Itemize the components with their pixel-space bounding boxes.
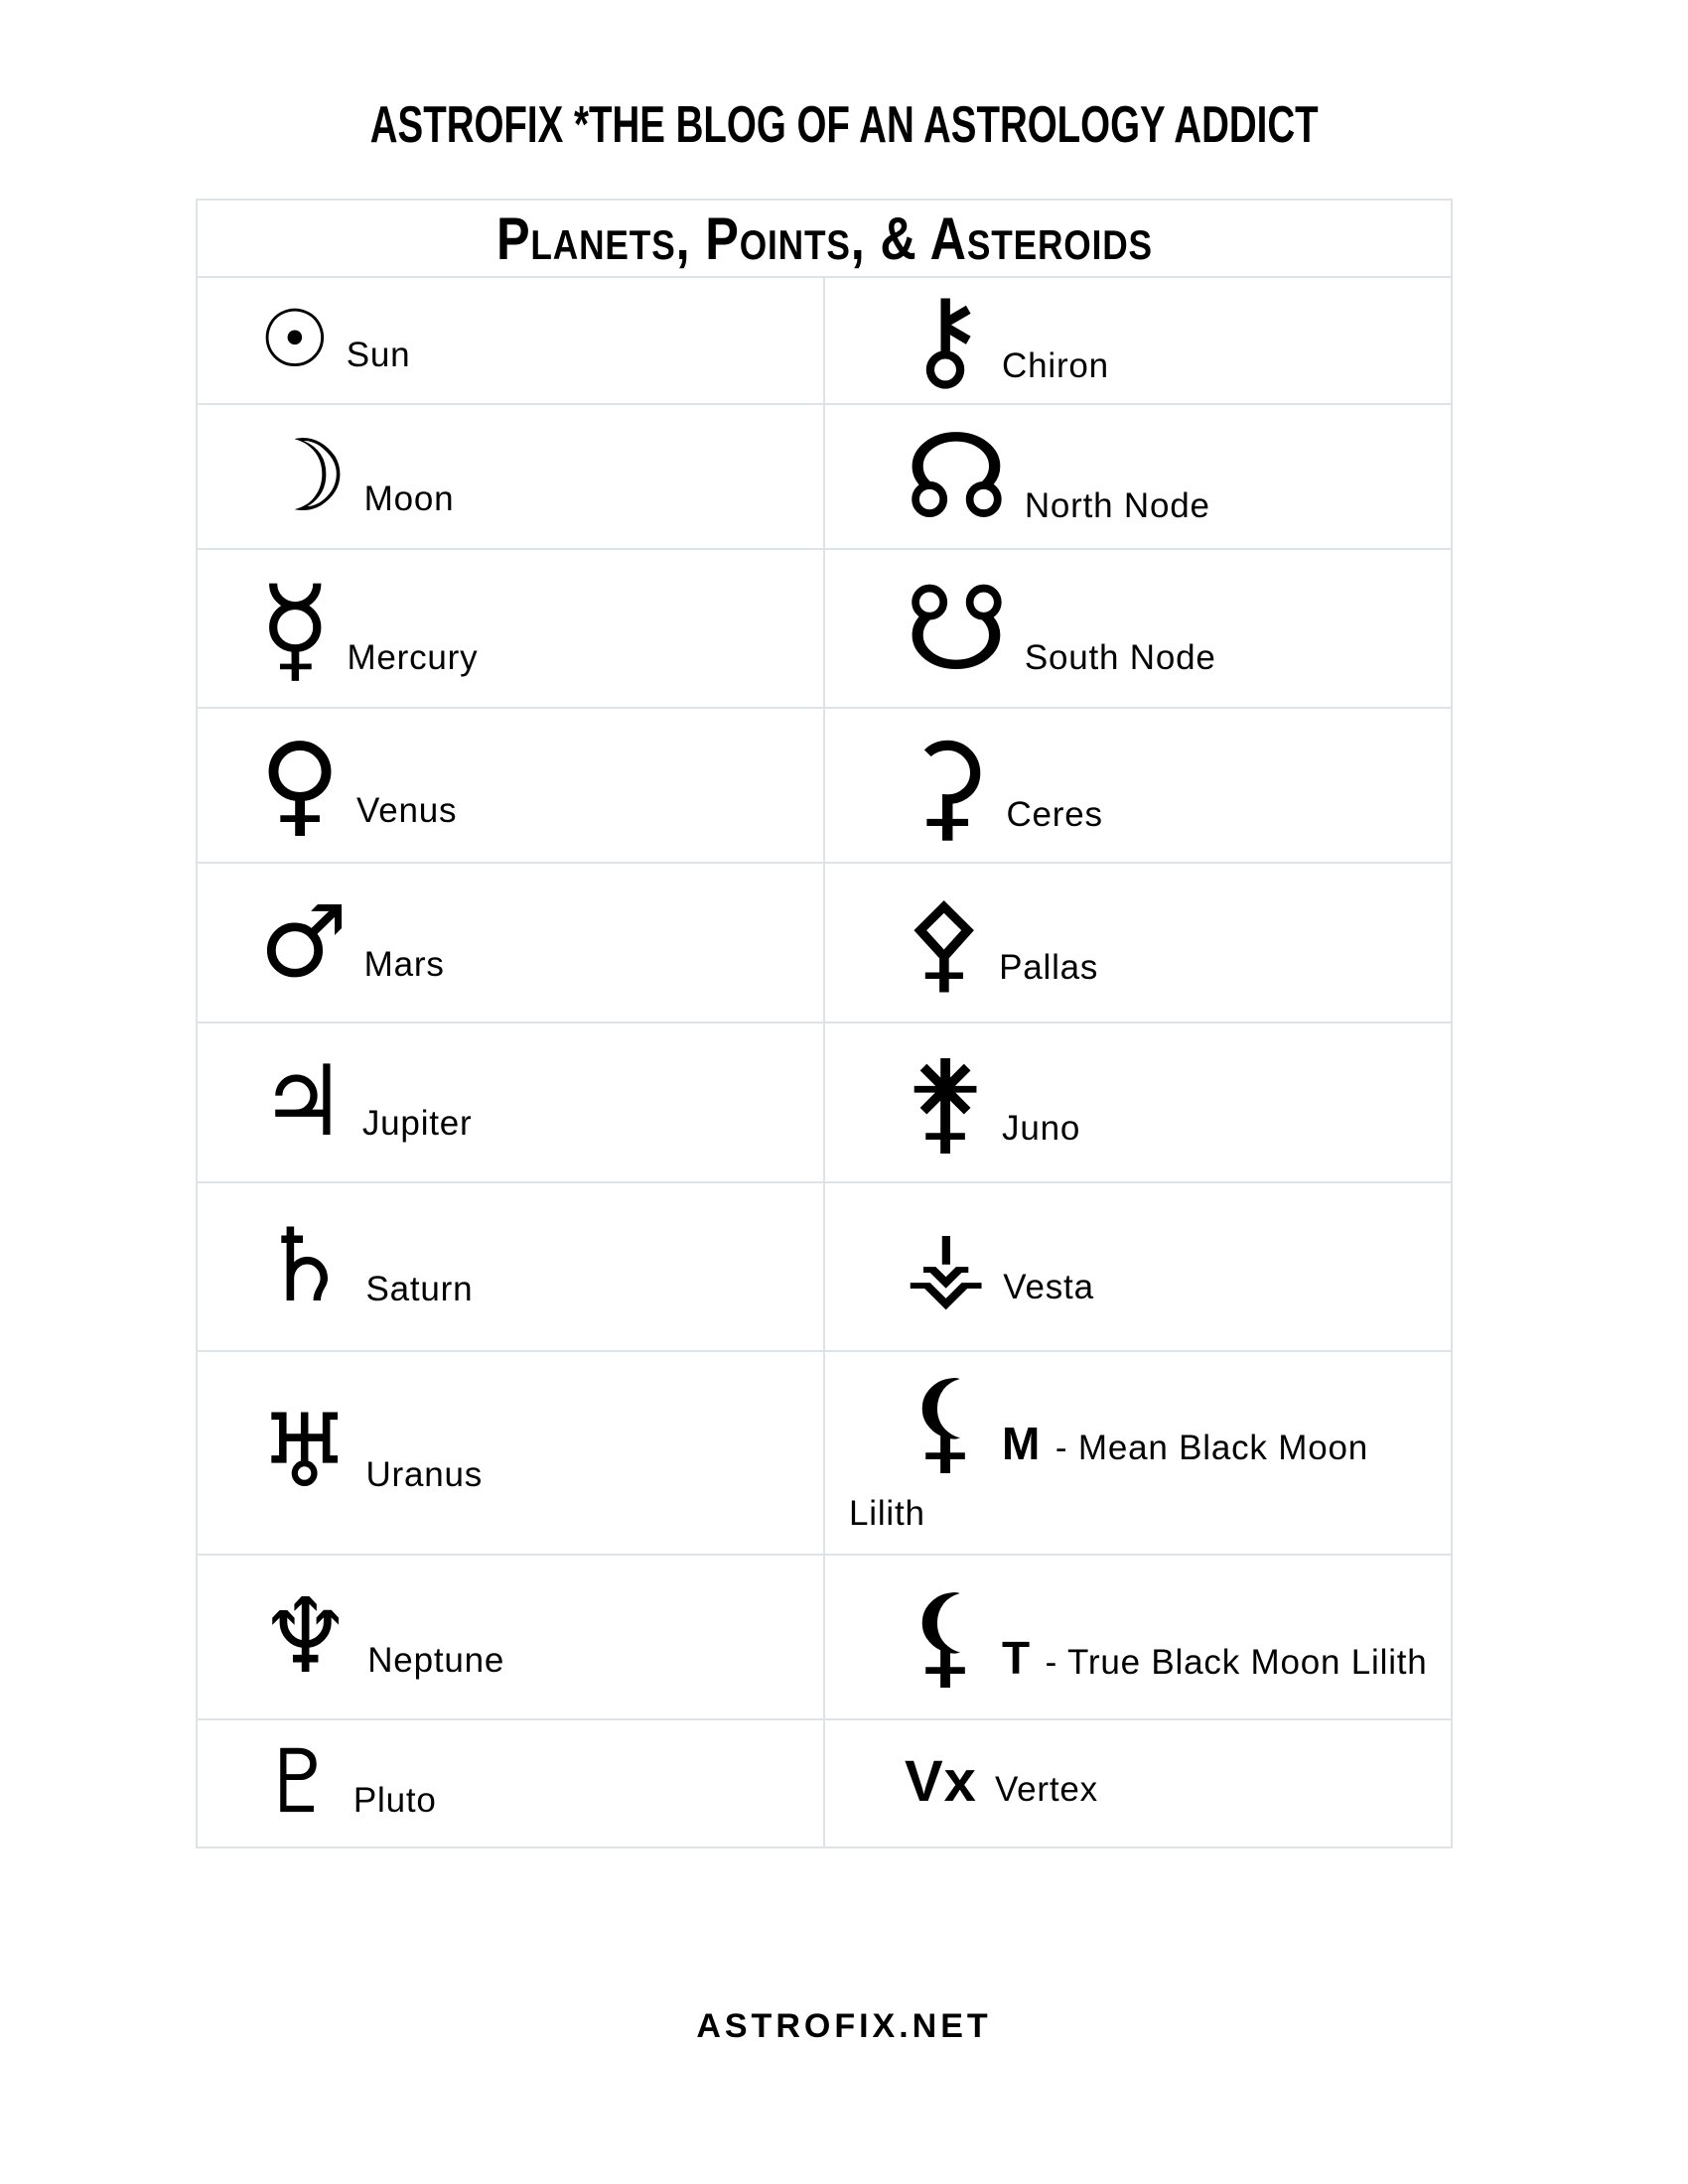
cell-mean-black-moon-lilith bbox=[823, 1352, 1451, 1554]
mars-icon: ♂ bbox=[259, 884, 349, 1001]
mercury-icon: ☿ bbox=[259, 559, 332, 697]
black-moon-lilith-icon: ⚸ bbox=[905, 1357, 987, 1487]
site-url: ASTROFIX.NET bbox=[696, 2007, 992, 2045]
cell-saturn bbox=[198, 1183, 823, 1350]
cell-true-black-moon-lilith bbox=[823, 1556, 1451, 1718]
table-row bbox=[198, 403, 1451, 548]
moon-label: Moon bbox=[363, 478, 455, 518]
cell-jupiter bbox=[198, 1024, 823, 1181]
true-lilith-prefix: T bbox=[1002, 1632, 1032, 1685]
cell-mars bbox=[198, 864, 823, 1022]
jupiter-icon: ♃ bbox=[259, 1044, 347, 1159]
vertex-label: Vertex bbox=[994, 1769, 1098, 1809]
mercury-label: Mercury bbox=[347, 637, 479, 677]
saturn-icon: ♄ bbox=[259, 1206, 351, 1325]
moon-icon: ☽ bbox=[259, 417, 349, 534]
sun-label: Sun bbox=[346, 335, 411, 374]
cell-chiron bbox=[823, 278, 1451, 403]
venus-icon: ♀ bbox=[259, 720, 342, 850]
mean-lilith-label: - Mean Black Moon bbox=[1045, 1429, 1368, 1468]
south-node-label: South Node bbox=[1024, 637, 1216, 677]
table-row bbox=[198, 1718, 1451, 1846]
page-header bbox=[0, 95, 1688, 155]
blog-title: ASTROFIX *THE BLOG OF AN ASTROLOGY ADDICT bbox=[369, 96, 1319, 154]
cell-north-node bbox=[823, 405, 1451, 548]
cell-sun bbox=[198, 278, 823, 403]
table-row bbox=[198, 1554, 1451, 1718]
uranus-label: Uranus bbox=[365, 1455, 484, 1495]
vesta-icon: ⚶ bbox=[905, 1209, 988, 1323]
jupiter-label: Jupiter bbox=[361, 1103, 473, 1143]
cell-vertex bbox=[823, 1720, 1451, 1846]
table-row bbox=[198, 1022, 1451, 1181]
south-node-icon: ☋ bbox=[905, 559, 1009, 697]
pallas-icon: ⚴ bbox=[905, 880, 984, 1005]
table-row bbox=[198, 1350, 1451, 1554]
ceres-label: Ceres bbox=[1006, 794, 1103, 834]
neptune-label: Neptune bbox=[367, 1641, 505, 1681]
venus-label: Venus bbox=[356, 791, 458, 831]
page-footer bbox=[0, 2007, 1688, 2046]
pluto-label: Pluto bbox=[352, 1781, 437, 1821]
juno-label: Juno bbox=[1002, 1108, 1081, 1148]
planets-points-asteroids-table bbox=[196, 199, 1453, 1848]
table-row bbox=[198, 548, 1451, 707]
neptune-icon: ♆ bbox=[259, 1575, 352, 1698]
vesta-label: Vesta bbox=[1003, 1268, 1094, 1307]
mean-lilith-label-line2: Lilith bbox=[849, 1493, 925, 1533]
cell-pluto bbox=[198, 1720, 823, 1846]
north-node-icon: ☊ bbox=[905, 407, 1009, 545]
table-title: Planets, Points, & Asteroids bbox=[495, 205, 1153, 272]
chiron-icon: ⚷ bbox=[905, 278, 987, 403]
cell-uranus bbox=[198, 1352, 823, 1554]
ceres-icon: ⚳ bbox=[905, 716, 991, 854]
cell-ceres bbox=[823, 709, 1451, 862]
mean-lilith-prefix: M bbox=[1002, 1418, 1042, 1470]
table-title-row bbox=[198, 201, 1451, 276]
vertex-symbol: Vx bbox=[905, 1748, 977, 1814]
cell-vesta bbox=[823, 1183, 1451, 1350]
table-row bbox=[198, 707, 1451, 862]
true-lilith-label: - True Black Moon Lilith bbox=[1035, 1643, 1428, 1683]
cell-south-node bbox=[823, 550, 1451, 707]
cell-venus bbox=[198, 709, 823, 862]
cell-neptune bbox=[198, 1556, 823, 1718]
chiron-label: Chiron bbox=[1002, 346, 1109, 386]
table-row bbox=[198, 862, 1451, 1022]
uranus-icon: ♅ bbox=[259, 1393, 351, 1512]
black-moon-lilith-icon: ⚸ bbox=[905, 1571, 987, 1702]
saturn-label: Saturn bbox=[365, 1269, 474, 1308]
cell-mercury bbox=[198, 550, 823, 707]
cell-moon bbox=[198, 405, 823, 548]
cell-juno bbox=[823, 1024, 1451, 1181]
table-row bbox=[198, 1181, 1451, 1350]
pluto-icon: ♇ bbox=[259, 1730, 338, 1834]
pallas-label: Pallas bbox=[999, 947, 1099, 987]
table-row bbox=[198, 276, 1451, 403]
cell-pallas bbox=[823, 864, 1451, 1022]
north-node-label: North Node bbox=[1024, 485, 1210, 525]
sun-icon: ☉ bbox=[259, 292, 331, 385]
mars-label: Mars bbox=[363, 945, 445, 985]
juno-icon: ⚵ bbox=[905, 1036, 987, 1166]
